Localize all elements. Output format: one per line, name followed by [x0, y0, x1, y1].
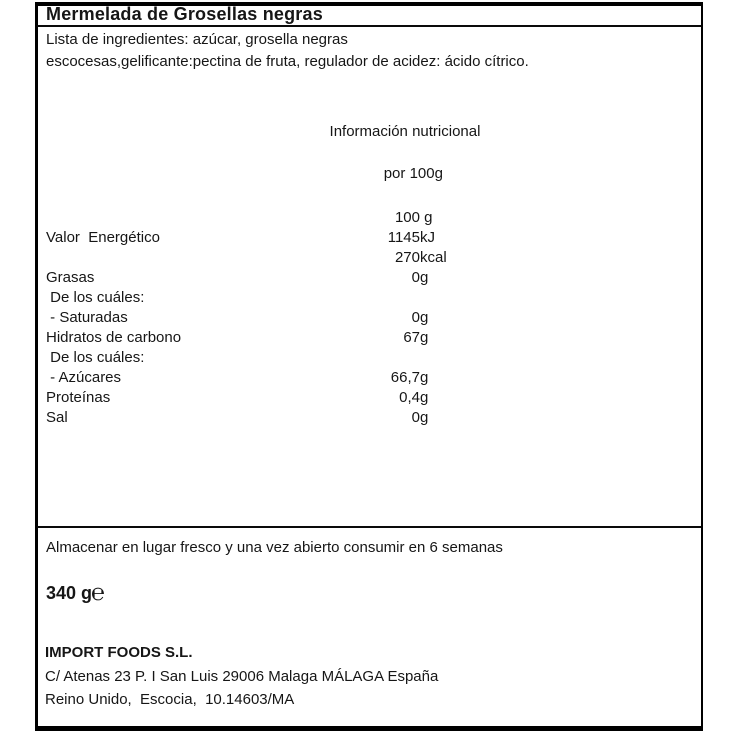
nutrition-row-label: De los cuáles:	[46, 289, 145, 306]
nutrition-row-label: - Azúcares	[46, 369, 122, 386]
nutrition-row-unit: g	[420, 409, 429, 426]
origin-and-registration: Reino Unido, Escocia, 10.14603/MA	[45, 691, 295, 708]
nutrition-row-label: Valor Energético	[46, 229, 160, 246]
nutrition-row-label: Sal	[46, 409, 68, 426]
nutrition-row-unit: g	[420, 329, 429, 346]
importer-address: C/ Atenas 23 P. I San Luis 29006 Malaga MÁLAGA España	[45, 668, 439, 685]
nutrition-row-label: De los cuáles:	[46, 349, 145, 366]
nutrition-row-label: - Saturadas	[46, 309, 128, 326]
nutrition-column-header	[36, 208, 703, 228]
nutrition-row	[36, 268, 703, 288]
nutrition-row-value: 0,4	[399, 389, 420, 406]
nutrition-row-unit: g	[420, 389, 429, 406]
nutrition-row	[36, 248, 703, 268]
storage-instructions: Almacenar en lugar fresco y una vez abierto consumir en 6 semanas	[46, 539, 503, 556]
nutrition-row-value: 270	[394, 249, 420, 266]
nutrition-row	[36, 368, 703, 388]
nutrition-row-value: 0	[411, 269, 420, 286]
nutrition-row-unit: kcal	[420, 249, 447, 266]
nutrition-row-unit: g	[420, 269, 429, 286]
nutrition-row-value: 0	[411, 409, 420, 426]
nutrition-row	[36, 388, 703, 408]
ingredients-line: Lista de ingredientes: azúcar, grosella negras	[46, 31, 348, 48]
nutrition-heading	[250, 121, 560, 205]
nutrition-table	[36, 228, 703, 428]
nutrition-row-value: 0	[411, 309, 420, 326]
nutrition-row	[36, 348, 703, 368]
nutrition-row-label: Proteínas	[46, 389, 111, 406]
storage-divider-rule	[37, 526, 701, 528]
title-divider-rule	[37, 25, 701, 27]
nutrition-row-unit: g	[420, 369, 429, 386]
net-weight-value: 340 g	[46, 583, 93, 603]
nutrition-row	[36, 408, 703, 428]
nutrition-row-unit: g	[420, 309, 429, 326]
nutrition-row-value: 66,7	[390, 369, 420, 386]
nutrition-row-label: Hidratos de carbono	[46, 329, 182, 346]
net-weight	[46, 578, 106, 606]
importer-company-name: IMPORT FOODS S.L.	[45, 644, 193, 661]
nutrition-column-header-unit: g	[420, 209, 433, 226]
nutrition-row-unit: kJ	[420, 229, 435, 246]
nutrition-heading-line1: Información nutricional	[329, 123, 481, 140]
nutrition-row-value: 67	[403, 329, 420, 346]
nutrition-row	[36, 228, 703, 248]
ingredients-list	[46, 29, 666, 73]
estimated-sign: ℮	[91, 579, 105, 605]
nutrition-row	[36, 288, 703, 308]
nutrition-row	[36, 308, 703, 328]
nutrition-row-value: 1145	[387, 229, 420, 246]
nutrition-column-header-amount: 100	[394, 209, 420, 226]
ingredients-line: escocesas,gelificante:pectina de fruta, regulador de acidez: ácido cítrico.	[46, 53, 529, 70]
nutrition-heading-line2: por 100g	[383, 165, 443, 182]
nutrition-row-label: Grasas	[46, 269, 95, 286]
nutrition-row	[36, 328, 703, 348]
product-title: Mermelada de Grosellas negras	[46, 4, 323, 24]
